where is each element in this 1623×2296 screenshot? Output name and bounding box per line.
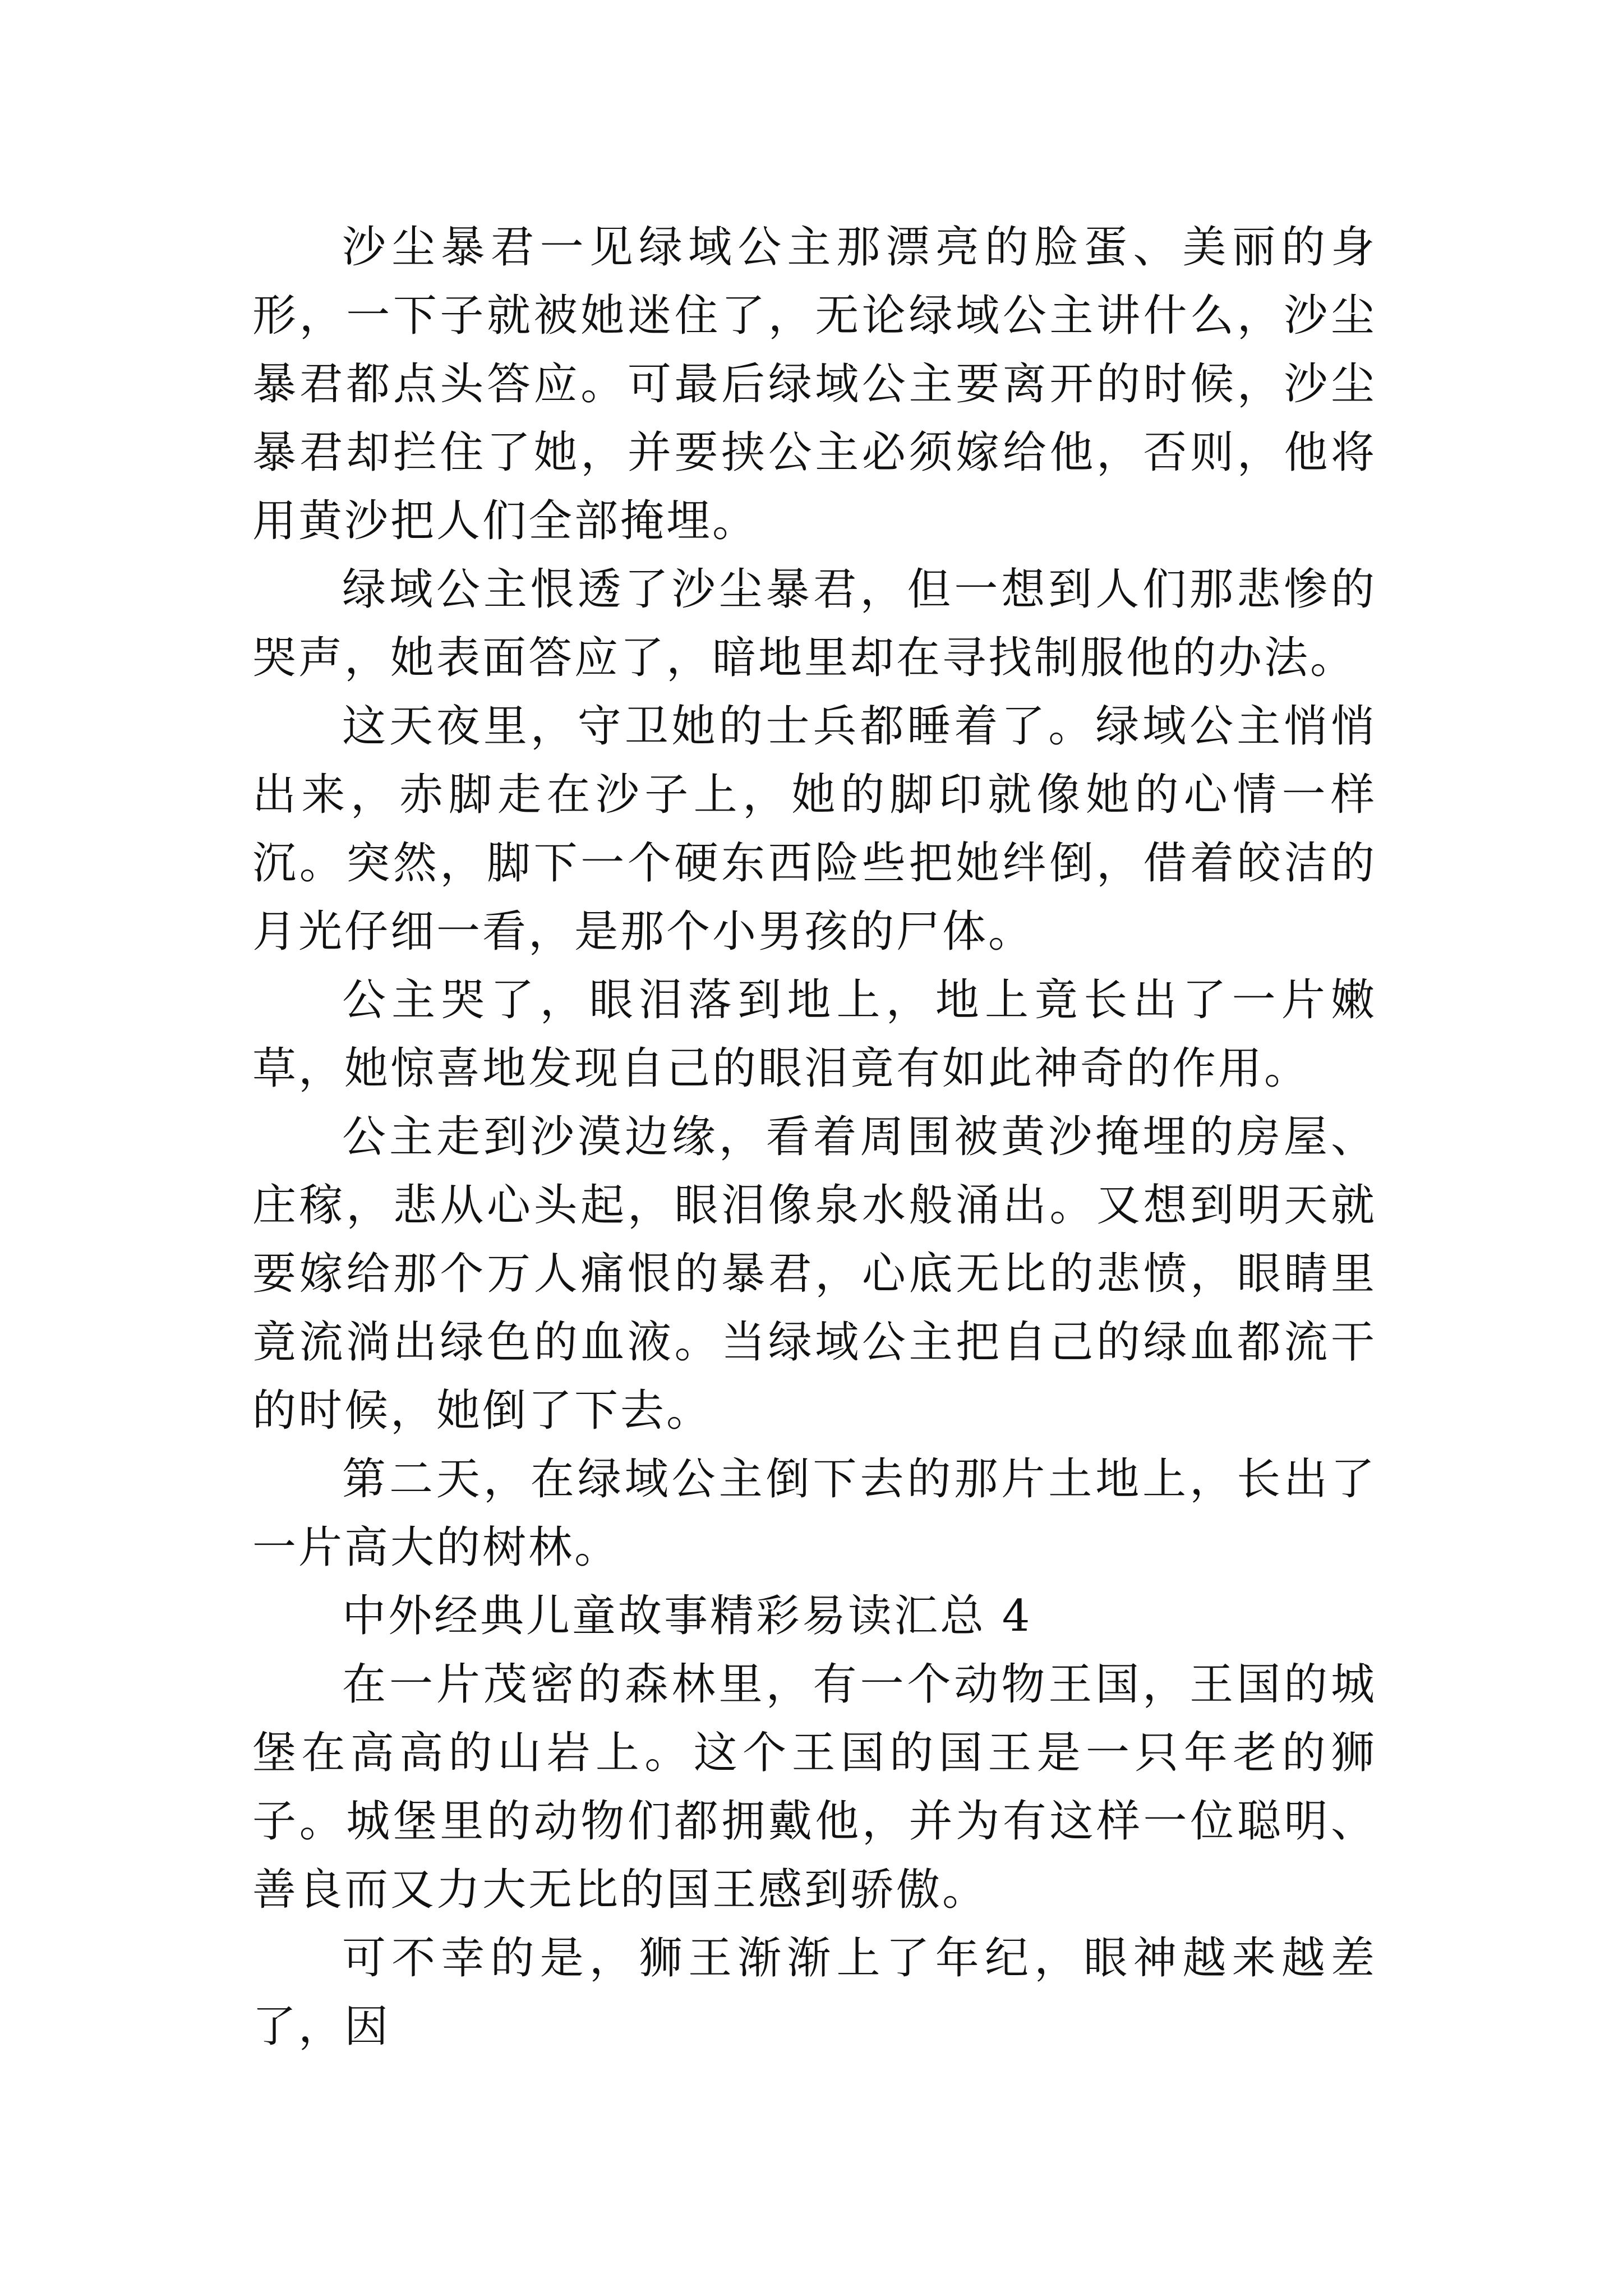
paragraph-2: 绿域公主恨透了沙尘暴君，但一想到人们那悲惨的哭声，她表面答应了，暗地里却在寻找制服他的办法。 xyxy=(252,564,1377,683)
paragraph-3: 这天夜里，守卫她的士兵都睡着了。绿域公主悄悄出来，赤脚走在沙子上，她的脚印就像她的心情一样沉。突然，脚下一个硬东西险些把她绊倒，借着皎洁的月光仔细一看，是那个小男孩的尸体。 xyxy=(252,701,1377,957)
paragraph-5: 公主走到沙漠边缘，看着周围被黄沙掩埋的房屋、庄稼，悲从心头起，眼泪像泉水般涌出。又想到明天就要嫁给那个万人痛恨的暴君，心底无比的悲愤，眼睛里竟流淌出绿色的血液。当绿域公主把自己的绿血都流干的时候，她倒了下去。 xyxy=(252,1112,1377,1436)
paragraph-8: 可不幸的是，狮王渐渐上了年纪，眼神越来越差了，因 xyxy=(252,1933,1377,2052)
paragraph-6: 第二天，在绿域公主倒下去的那片土地上，长出了一片高大的树林。 xyxy=(252,1454,1377,1573)
paragraph-1: 沙尘暴君一见绿域公主那漂亮的脸蛋、美丽的身形，一下子就被她迷住了，无论绿域公主讲什么，沙尘暴君都点头答应。可最后绿域公主要离开的时候，沙尘暴君却拦住了她，并要挟公主必须嫁给他，否则，他将用黄沙把人们全部掩埋。 xyxy=(252,222,1377,546)
document-page xyxy=(252,213,1377,2061)
paragraph-4: 公主哭了，眼泪落到地上，地上竟长出了一片嫩草，她惊喜地发现自己的眼泪竟有如此神奇的作用。 xyxy=(252,975,1377,1094)
section-heading: 中外经典儿童故事精彩易读汇总 4 xyxy=(342,1591,1032,1641)
paragraph-7: 在一片茂密的森林里，有一个动物王国，王国的城堡在高高的山岩上。这个王国的国王是一只年老的狮子。城堡里的动物们都拥戴他，并为有这样一位聪明、善良而又力大无比的国王感到骄傲。 xyxy=(252,1659,1377,1915)
